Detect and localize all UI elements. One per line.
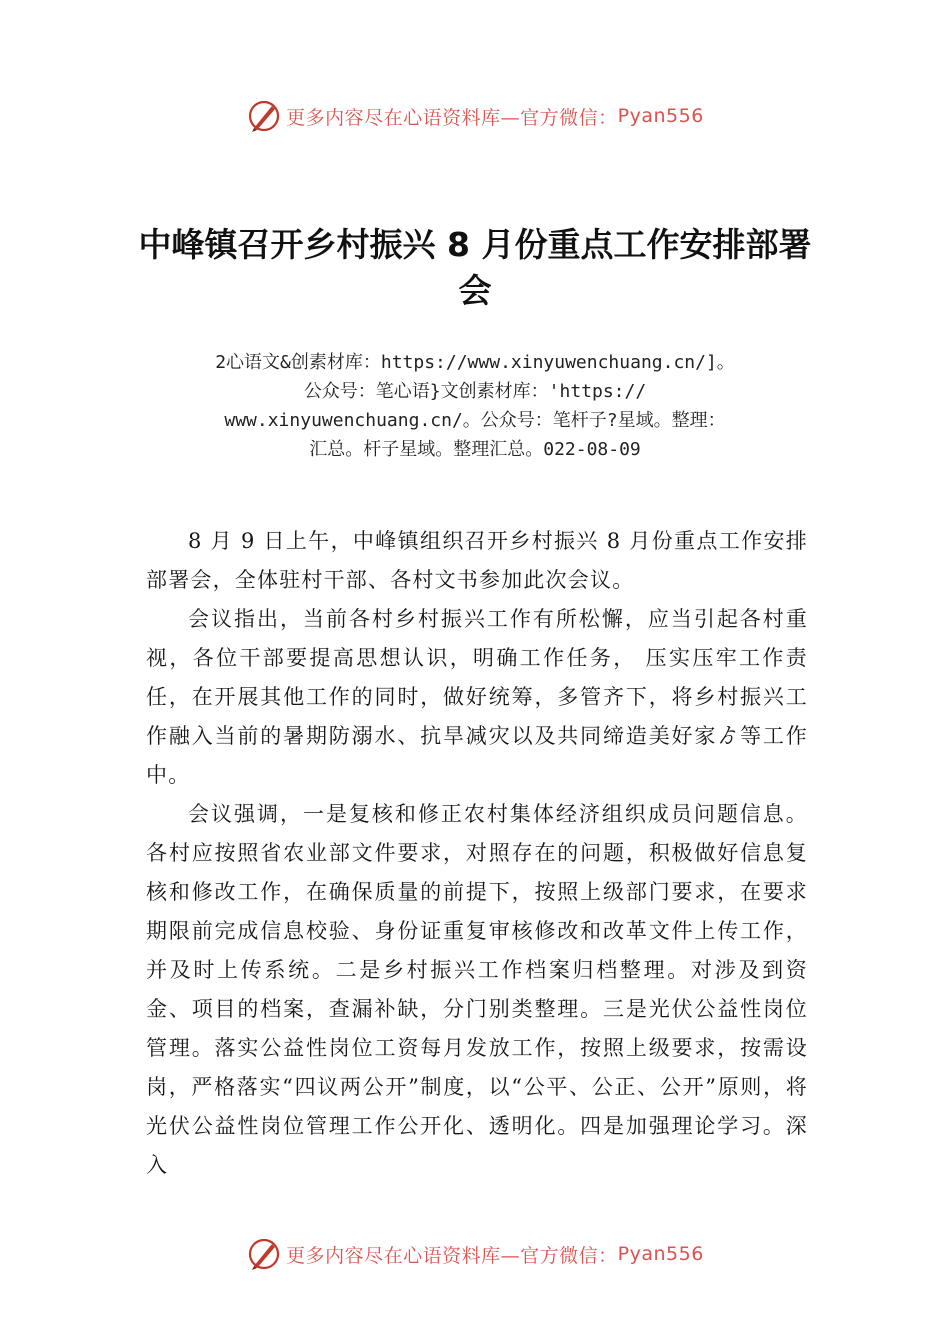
- source-line: www.xinyuwenchuang.cn/。公众号：笔杆子?星域。整理：: [224, 410, 726, 431]
- banner-wechat-id: Pyan556: [617, 105, 704, 127]
- pen-logo-icon: [246, 1236, 282, 1272]
- source-line: 公众号：笔心语}文创素材库：'https://: [303, 381, 647, 402]
- source-line: 2心语文&创素材库：https://www.xinyuwenchuang.cn/]。: [215, 352, 735, 373]
- paragraph: 会议强调，一是复核和修正农村集体经济组织成员问题信息。各村应按照省农业部文件要求，对照存在的问题，积极做好信息复核和修改工作，在确保质量的前提下，按照上级部门要求，在要求期限前完成信息校验、身份证重复审核修改和改革文件上传工作，并及时上传系统。二是乡村振兴工作档案归档整理。对涉及到资金、项目的档案，查漏补缺，分门别类整理。三是光伏公益性岗位管理。落实公益性岗位工资每月发放工作，按照上级要求，按需设岗，严格落实“四议两公开”制度，以“公平、公正、公开”原则，将光伏公益性岗位管理工作公开化、透明化。四是加强理论学习。深入: [146, 802, 808, 1177]
- header-banner: [0, 96, 950, 136]
- banner-text: 更多内容尽在心语资料库—官方微信：: [286, 1244, 618, 1267]
- pen-logo-icon: [246, 98, 282, 134]
- page-title: 中峰镇召开乡村振兴 8 月份重点工作安排部署会: [138, 225, 812, 310]
- banner-wechat-id: Pyan556: [617, 1243, 704, 1265]
- source-line: 汇总。杆子星域。整理汇总。022-08-09: [309, 439, 641, 460]
- banner-text: 更多内容尽在心语资料库—官方微信：: [286, 106, 618, 129]
- paragraph: 8 月 9 日上午，中峰镇组织召开乡村振兴 8 月份重点工作安排部署会，全体驻村干部、各村文书参加此次会议。: [146, 529, 808, 592]
- footer-banner: [0, 1234, 950, 1274]
- paragraph: 会议指出，当前各村乡村振兴工作有所松懈，应当引起各村重视，各位干部要提高思想认识，明确工作任务， 压实压牢工作责任，在开展其他工作的同时，做好统筹，多管齐下，将乡村振兴工作融入当前的暑期防溺水、抗旱减灾以及共同缔造美好家ゟ等工作中。: [146, 607, 808, 787]
- source-note: [150, 348, 800, 464]
- article-body: [146, 522, 808, 1185]
